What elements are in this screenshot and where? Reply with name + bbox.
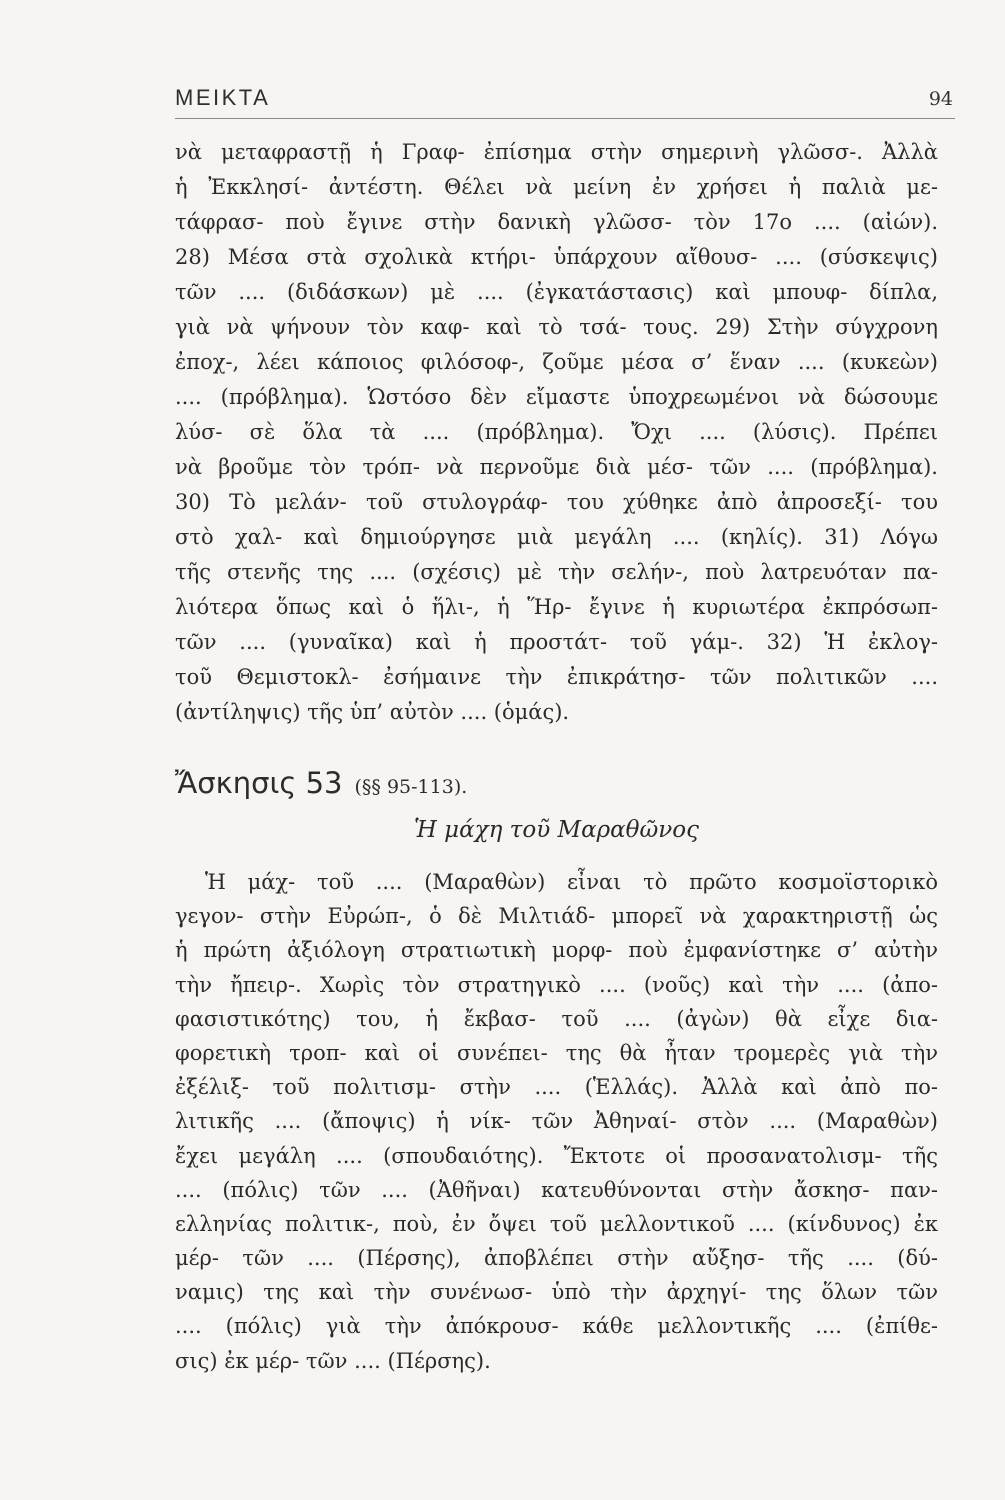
- text-line: τὴν ἤπειρ-. Χωρὶς τὸν στρατηγικὸ .... (νοῦς) καὶ τὴν .... (ἀπο-: [175, 972, 938, 997]
- text-line: λύσ- σὲ ὅλα τὰ .... (πρόβλημα). Ὄχι .... (λύσις). Πρέπει: [175, 420, 938, 444]
- text-line: μέρ- τῶν .... (Πέρσης), ἀποβλέπει στὴν αὔξησ- τῆς .... (δύ-: [175, 1246, 938, 1271]
- text-line: νὰ βροῦμε τὸν τρόπ- νὰ περνοῦμε διὰ μέσ- τῶν .... (πρόβλημα).: [175, 455, 938, 479]
- text-line: ἐποχ-, λέει κάποιος φιλόσοφ-, ζοῦμε μέσα σ’ ἕναν .... (κυκεὼν): [175, 350, 938, 374]
- text-line: τάφρασ- ποὺ ἔγινε στὴν δανικὴ γλῶσσ- τὸν 17ο .... (αἰών).: [175, 210, 938, 234]
- text-line: φασιστικότης) του, ἡ ἔκβασ- τοῦ .... (ἀγὼν) θὰ εἶχε δια-: [175, 1006, 938, 1031]
- text-line: τῶν .... (γυναῖκα) καὶ ἡ προστάτ- τοῦ γάμ-. 32) Ἡ ἐκλογ-: [175, 630, 938, 654]
- paragraph: [175, 865, 938, 1378]
- text-line: σις) ἐκ μέρ- τῶν .... (Πέρσης).: [175, 1348, 491, 1373]
- text-line: ἔχει μεγάλη .... (σπουδαιότης). Ἔκτοτε οἱ προσανατολισμ- τῆς: [175, 1143, 938, 1168]
- text-line: φορετικὴ τροπ- καὶ οἱ συνέπει- της θὰ ἦταν τρομερὲς γιὰ τὴν: [175, 1040, 938, 1065]
- paragraph: [175, 135, 938, 730]
- text-line: .... (πόλις) τῶν .... (Ἀθῆναι) κατευθύνονται στὴν ἄσκησ- παν-: [175, 1177, 938, 1202]
- text-line: 28) Μέσα στὰ σχολικὰ κτήρι- ὑπάρχουν αἴθουσ- .... (σύσκεψις): [175, 245, 938, 269]
- header-rule: [175, 118, 955, 119]
- exercise-reference: (§§ 95-113).: [354, 776, 468, 798]
- text-line: τῆς στενῆς της .... (σχέσις) μὲ τὴν σελήν-, ποὺ λατρευόταν πα-: [175, 560, 938, 584]
- text-line: τῶν .... (διδάσκων) μὲ .... (ἐγκατάστασις) καὶ μπουφ- δίπλα,: [175, 280, 938, 304]
- text-line: γιὰ νὰ ψήνουν τὸν καφ- καὶ τὸ τσά- τους. 29) Στὴν σύγχρονη: [175, 315, 938, 339]
- text-line: ελληνίας πολιτικ-, ποὺ, ἐν ὄψει τοῦ μελλοντικοῦ .... (κίνδυνος) ἐκ: [175, 1211, 938, 1236]
- text-line: λιότερα ὅπως καὶ ὁ ἥλι-, ἡ Ἥρ- ἔγινε ἡ κυριωτέρα ἐκπρόσωπ-: [175, 595, 938, 619]
- text-line: Ἡ μάχ- τοῦ .... (Μαραθὼν) εἶναι τὸ πρῶτο κοσμοϊστορικὸ: [205, 870, 938, 894]
- text-line: ναμις) της καὶ τὴν συνένωσ- ὑπὸ τὴν ἀρχηγί- της ὅλων τῶν: [175, 1280, 938, 1305]
- text-line: τοῦ Θεμιστοκλ- ἐσήμαινε τὴν ἐπικράτησ- τῶν πολιτικῶν ....: [175, 665, 938, 689]
- text-line: ἡ Ἐκκλησί- ἀντέστη. Θέλει νὰ μείνη ἐν χρήσει ἡ παλιὰ με-: [175, 175, 938, 199]
- exercise-heading: [175, 762, 467, 804]
- text-line: .... (πόλις) γιὰ τὴν ἀπόκρουσ- κάθε μελλοντικῆς .... (ἐπίθε-: [175, 1314, 938, 1339]
- text-line: λιτικῆς .... (ἄποψις) ἡ νίκ- τῶν Ἀθηναί- στὸν .... (Μαραθὼν): [175, 1109, 938, 1134]
- text-line: 30) Τὸ μελάν- τοῦ στυλογράφ- του χύθηκε ἀπὸ ἀπροσεξί- του: [175, 490, 938, 514]
- section-subtitle: Ἡ μάχη τοῦ Μαραθῶνος: [414, 817, 699, 843]
- page-number: 94: [928, 88, 953, 110]
- exercise-title: Ἄσκησις 53: [175, 766, 343, 800]
- text-line: ἡ πρώτη ἀξιόλογη στρατιωτικὴ μορφ- ποὺ ἐμφανίστηκε σ’ αὐτὴν: [175, 938, 938, 963]
- text-line: (ἀντίληψις) τῆς ὑπ’ αὐτὸν .... (ὁμάς).: [175, 700, 570, 724]
- text-line: ἐξέλιξ- τοῦ πολιτισμ- στὴν .... (Ἑλλάς). Ἀλλὰ καὶ ἀπὸ πο-: [175, 1075, 938, 1100]
- running-head: ΜΕΙΚΤΑ: [175, 85, 271, 110]
- text-line: .... (πρόβλημα). Ὡστόσο δὲν εἴμαστε ὑποχρεωμένοι νὰ δώσουμε: [175, 385, 938, 409]
- text-line: νὰ μεταφραστῇ ἡ Γραφ- ἐπίσημα στὴν σημερινὴ γλῶσσ-. Ἀλλὰ: [175, 140, 938, 164]
- text-line: στὸ χαλ- καὶ δημιούργησε μιὰ μεγάλη .... (κηλίς). 31) Λόγω: [175, 525, 938, 549]
- text-line: γεγον- στὴν Εὐρώπ-, ὁ δὲ Μιλτιάδ- μπορεῖ νὰ χαρακτηριστῇ ὡς: [175, 904, 938, 929]
